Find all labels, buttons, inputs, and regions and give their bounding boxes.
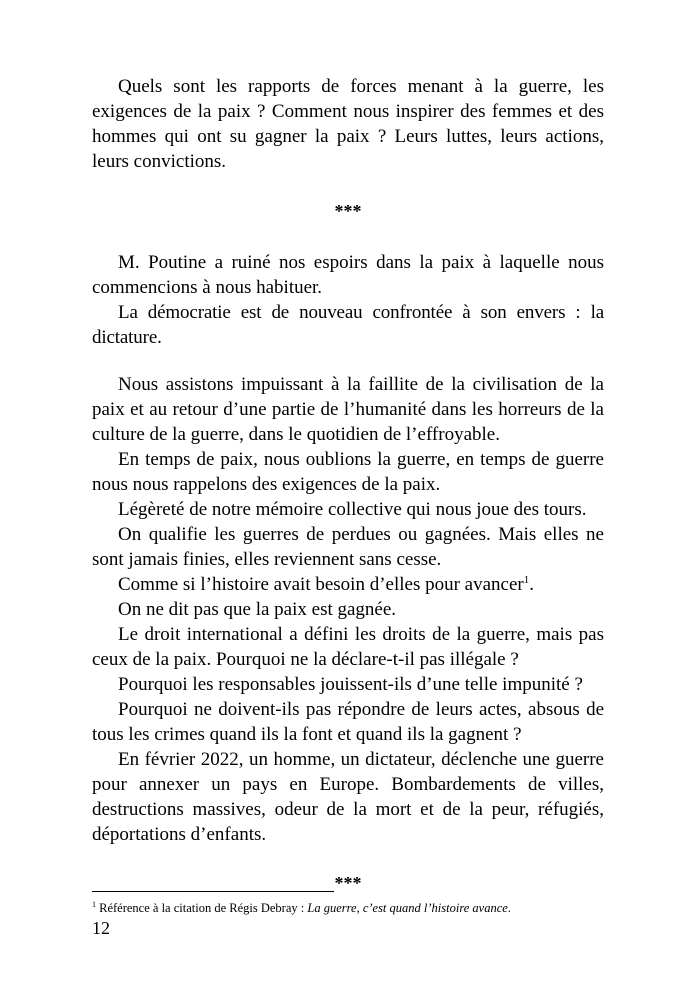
paragraph-gap bbox=[92, 350, 604, 372]
paragraph-actes: Pourquoi ne doivent-ils pas répondre de leurs actes, absous de tous les crimes quand ils la font et quand ils la gagnent ? bbox=[92, 699, 604, 745]
footnote-end: . bbox=[507, 901, 511, 915]
page-number: 12 bbox=[92, 918, 110, 938]
footnote-number: 1 bbox=[92, 900, 96, 909]
paragraph-poutine: M. Poutine a ruiné nos espoirs dans la paix à laquelle nous commencions à nous habituer. bbox=[92, 252, 604, 298]
paragraph-impuissant: Nous assistons impuissant à la faillite de la civilisation de la paix et au retour d’une partie de l’humanité dans les horreurs de la culture de la guerre, dans le quotidien de l’effroyable. bbox=[92, 374, 604, 445]
footnote-divider bbox=[92, 891, 334, 892]
intro-paragraph: Quels sont les rapports de forces menant à la guerre, les exigences de la paix ? Comment nous inspirer des femmes et des hommes qui ont su gagner la paix ? Leurs luttes, leurs actions, leurs convictions. bbox=[92, 76, 604, 172]
footnote-reference: 1 bbox=[523, 574, 530, 586]
paragraph-paix-gagnee: On ne dit pas que la paix est gagnée. bbox=[118, 599, 397, 620]
footnote bbox=[92, 900, 612, 916]
paragraph-impunite: Pourquoi les responsables jouissent-ils d’une telle impunité ? bbox=[118, 674, 583, 695]
paragraph-legerete: Légèreté de notre mémoire collective qui nous joue des tours. bbox=[118, 499, 587, 520]
section-separator-end: *** bbox=[334, 873, 362, 893]
paragraph-democratie: La démocratie est de nouveau confrontée à son envers : la dictature. bbox=[92, 302, 604, 348]
paragraph-temps-de-paix: En temps de paix, nous oublions la guerre, en temps de guerre nous nous rappelons des exigences de la paix. bbox=[92, 449, 604, 495]
paragraph-fevrier-2022: En février 2022, un homme, un dictateur, déclenche une guerre pour annexer un pays en Europe. Bombardements de villes, destructions massives, odeur de la mort et de la peur, réfugiés, déportations d’enfants. bbox=[92, 749, 604, 845]
page-body bbox=[92, 74, 604, 896]
paragraph-guerres-perdues: On qualifie les guerres de perdues ou gagnées. Mais elles ne sont jamais finies, elles reviennent sans cesse. bbox=[92, 524, 604, 570]
paragraph-droit-international: Le droit international a défini les droits de la guerre, mais pas ceux de la paix. Pourquoi ne la déclare-t-il pas illégale ? bbox=[92, 624, 604, 670]
footnote-quote: La guerre, c’est quand l’histoire avance bbox=[307, 901, 508, 915]
paragraph-histoire-text: Comme si l’histoire avait besoin d’elles pour avancer bbox=[118, 574, 524, 595]
section-separator: *** bbox=[334, 201, 362, 221]
footnote-text: Référence à la citation de Régis Debray : bbox=[96, 901, 308, 915]
paragraph-histoire: Comme si l’histoire avait besoin d’elles pour avancer$^1$. bbox=[118, 574, 534, 595]
